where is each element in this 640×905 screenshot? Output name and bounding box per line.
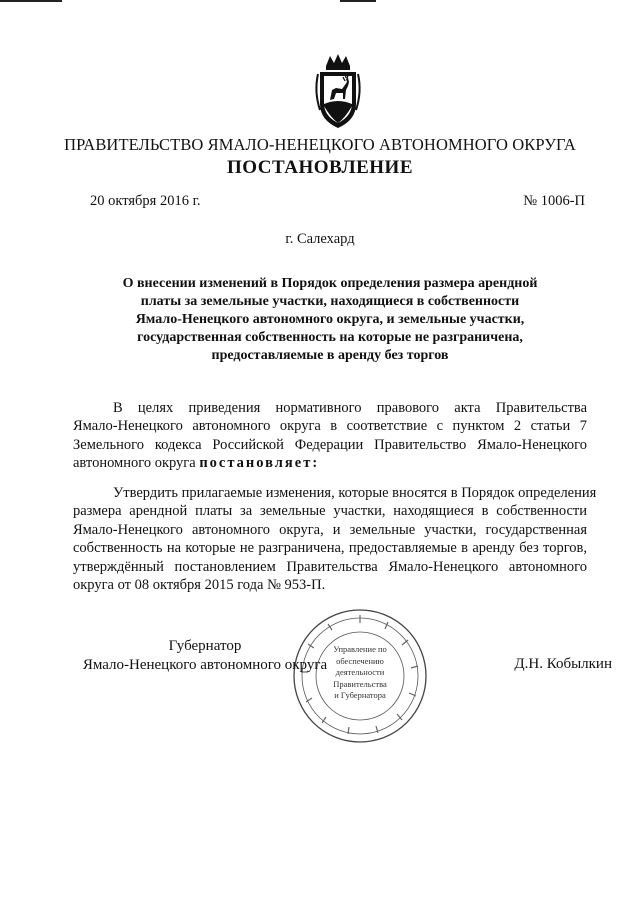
seal-text-line: Управление по xyxy=(333,644,387,654)
signatory-title: Губернатор xyxy=(168,638,242,654)
paragraph-line: Утвердить прилагаемые изменения, которые вносятся в Порядок определения xyxy=(113,485,597,501)
document-place: г. Салехард xyxy=(285,231,355,247)
paragraph-line: собственность на которые не разграничена, предоставляемые в аренду без торгов, xyxy=(73,540,587,557)
signatory-name: Д.Н. Кобылкин xyxy=(514,656,612,672)
signatory-region: Ямало-Ненецкого автономного округа xyxy=(82,657,328,673)
paragraph-line-prefix: автономного округа xyxy=(73,455,200,472)
preamble-paragraph xyxy=(73,399,587,473)
heading-line: О внесении изменений в Порядок определения размера арендной xyxy=(122,276,538,291)
heading-line: Ямало-Ненецкого автономного округа, и земельные участки, xyxy=(135,312,525,327)
paragraph-line xyxy=(73,454,587,472)
scan-edge-line xyxy=(340,0,376,2)
paragraph-line: Ямало-Ненецкого автономного округа, и земельные участки, государственная xyxy=(73,521,587,538)
document-number: № 1006-П xyxy=(523,193,585,209)
seal-text-line: Правительства xyxy=(333,678,387,689)
signatory-position xyxy=(73,637,337,675)
paragraph-line: Ямало-Ненецкого автономного округа в соответствие с пунктом 2 статьи 7 xyxy=(73,418,587,435)
seal-text-line: обеспечению xyxy=(336,655,384,666)
document-date: 20 октября 2016 г. xyxy=(90,193,201,209)
heading-line: предоставляемые в аренду без торгов xyxy=(211,348,449,363)
resolution-keyword: постановляет: xyxy=(199,455,320,472)
document-heading xyxy=(100,275,560,365)
document-type: ПОСТАНОВЛЕНИЕ xyxy=(226,157,414,178)
heading-line: платы за земельные участки, находящиеся в собственности xyxy=(140,294,520,309)
heading-line: государственная собственность на которые не разграничена, xyxy=(137,330,523,345)
seal-text-line: деятельности xyxy=(335,667,385,677)
paragraph-line: Земельного кодекса Российской Федерации Правительство Ямало-Ненецкого xyxy=(73,436,587,453)
organization-title: ПРАВИТЕЛЬСТВО ЯМАЛО-НЕНЕЦКОГО АВТОНОМНОГО ОКРУГА xyxy=(64,135,576,154)
paragraph-line: утверждённый постановлением Правительства Ямало-Ненецкого автономного xyxy=(73,558,587,575)
decision-paragraph xyxy=(73,484,597,594)
coat-of-arms-icon xyxy=(312,52,364,132)
seal-text-line: и Губернатора xyxy=(334,690,386,700)
scan-edge-line xyxy=(0,0,62,2)
paragraph-line: округа от 08 октября 2015 года № 953-П. xyxy=(73,577,326,594)
paragraph-line: размера арендной платы за земельные участки, находящиеся в собственности xyxy=(73,503,587,520)
paragraph-line: В целях приведения нормативного правового акта Правительства xyxy=(113,400,587,416)
